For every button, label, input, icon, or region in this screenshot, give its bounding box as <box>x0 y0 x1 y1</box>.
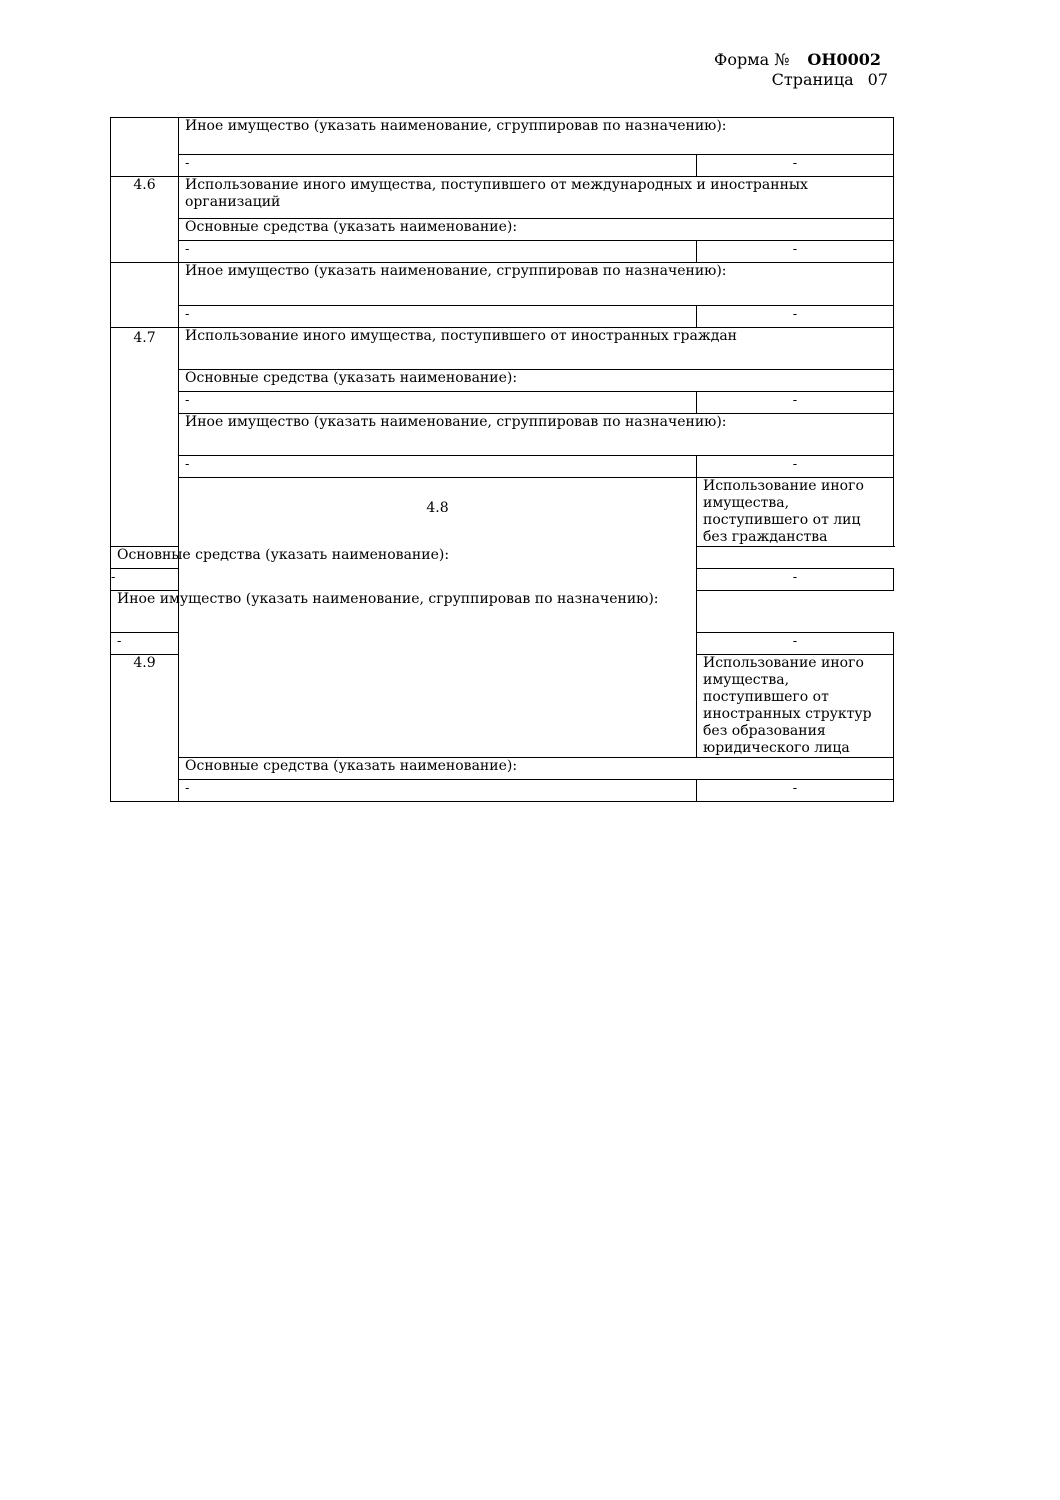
item-value-cell: - <box>697 780 894 802</box>
other-property-label: Иное имущество (указать наименование, сгруппировав по назначению): <box>111 591 697 633</box>
item-name-cell: - <box>179 392 697 414</box>
table-row <box>111 780 894 802</box>
page-number: 07 <box>867 70 888 89</box>
table-row <box>111 478 894 547</box>
item-name-cell: - <box>179 780 697 802</box>
property-usage-table <box>110 117 894 802</box>
section-title: Использование иного имущества, поступившего от международных и иностранных организаций <box>179 177 894 219</box>
form-number-line <box>714 50 888 70</box>
item-name-cell: - <box>179 155 697 177</box>
section-title: Использование иного имущества, поступившего от иностранных структур без образования юридического лица <box>697 655 894 758</box>
item-name-cell: - <box>179 241 697 263</box>
item-value-cell: - <box>697 306 894 328</box>
item-value-cell: - <box>697 633 894 655</box>
item-name-cell: - <box>179 306 697 328</box>
item-value-cell: - <box>697 155 894 177</box>
section-number-cell <box>111 263 179 328</box>
table-row <box>111 306 894 328</box>
table-row <box>111 328 894 370</box>
item-name-cell: - <box>111 569 179 591</box>
section-title: Использование иного имущества, поступившего от лиц без гражданства <box>697 478 894 547</box>
section-number: 4.8 <box>179 478 697 758</box>
other-property-label: Иное имущество (указать наименование, сгруппировав по назначению): <box>179 263 894 306</box>
table-row <box>111 547 894 569</box>
table-row <box>111 118 894 155</box>
page-label: Страница <box>771 70 854 89</box>
table-row <box>111 758 894 780</box>
fixed-assets-label: Основные средства (указать наименование): <box>111 547 697 569</box>
table-row <box>111 241 894 263</box>
table-row <box>111 392 894 414</box>
table-row <box>111 263 894 306</box>
table-row <box>111 219 894 241</box>
form-number: ОН0002 <box>807 50 881 69</box>
section-number: 4.7 <box>111 328 179 547</box>
other-property-label: Иное имущество (указать наименование, сгруппировав по назначению): <box>179 414 894 456</box>
table-row <box>111 177 894 219</box>
page-number-line <box>714 70 888 90</box>
section-title: Использование иного имущества, поступившего от иностранных граждан <box>179 328 894 370</box>
item-value-cell: - <box>697 456 894 478</box>
table-row <box>111 456 894 478</box>
table-row <box>111 370 894 392</box>
table-row <box>111 591 894 633</box>
item-value-cell: - <box>697 392 894 414</box>
form-header <box>714 50 888 90</box>
form-label: Форма № <box>714 50 790 69</box>
fixed-assets-label: Основные средства (указать наименование): <box>179 370 894 392</box>
section-number-cell <box>111 118 179 177</box>
section-number: 4.9 <box>111 655 179 802</box>
table-row <box>111 155 894 177</box>
fixed-assets-label: Основные средства (указать наименование): <box>179 758 894 780</box>
section-number: 4.6 <box>111 177 179 263</box>
item-name-cell: - <box>111 633 179 655</box>
table-row <box>111 414 894 456</box>
other-property-label: Иное имущество (указать наименование, сгруппировав по назначению): <box>179 118 894 155</box>
item-value-cell: - <box>697 569 894 591</box>
item-name-cell: - <box>179 456 697 478</box>
item-value-cell: - <box>697 241 894 263</box>
fixed-assets-label: Основные средства (указать наименование): <box>179 219 894 241</box>
